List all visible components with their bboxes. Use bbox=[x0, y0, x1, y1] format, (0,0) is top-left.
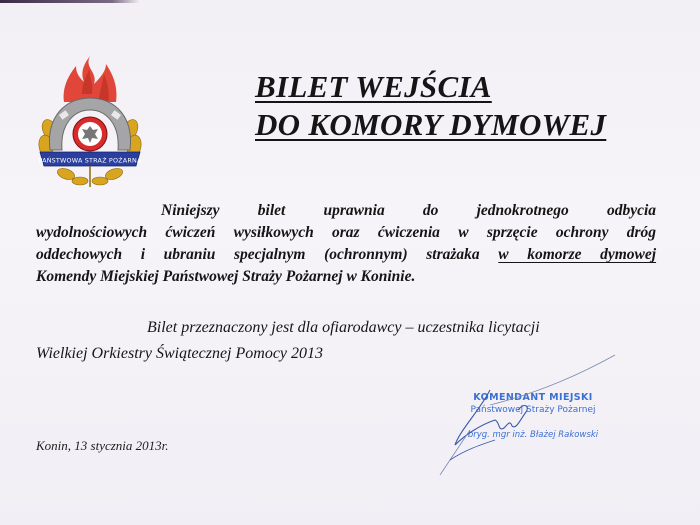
title-line-1: BILET WEJŚCIA bbox=[255, 69, 492, 104]
stamp-title: KOMENDANT MIEJSKI bbox=[473, 392, 593, 403]
svg-text:PAŃSTWOWA STRAŻ POŻARNA: PAŃSTWOWA STRAŻ POŻARNA bbox=[38, 156, 142, 165]
photo-edge-shadow bbox=[0, 0, 140, 3]
body-line-4: Komendy Miejskiej Państwowej Straży Pożarnej w Koninie. bbox=[36, 268, 416, 285]
fire-service-emblem-icon bbox=[36, 54, 144, 188]
note-line-1: Bilet przeznaczony jest dla ofiarodawcy – uczestnika licytacji bbox=[147, 319, 540, 336]
body-line-1: Niniejszy bilet uprawnia do jednokrotnego odbycia bbox=[161, 202, 657, 219]
underlined-phrase: w komorze dymowej bbox=[498, 246, 657, 263]
place-and-date: Konin, 13 stycznia 2013r. bbox=[36, 438, 169, 453]
stamp-institution: Państwowej Straży Pożarnej bbox=[470, 405, 596, 415]
document-title bbox=[255, 68, 606, 144]
body-line-2: wydolnościowych ćwiczeń wysiłkowych oraz ćwiczenia w sprzęcie ochrony dróg bbox=[36, 224, 657, 241]
official-stamp bbox=[448, 392, 618, 441]
body-line-3: oddechowych i ubraniu specjalnym (ochronnym) strażaka w komorze dymowej bbox=[36, 246, 657, 263]
note-line-2: Wielkiej Orkiestry Świątecznej Pomocy 2013 bbox=[36, 345, 324, 362]
title-line-2: DO KOMORY DYMOWEJ bbox=[255, 107, 607, 142]
stamp-signatory: bryg. mgr inż. Błażej Rakowski bbox=[467, 430, 599, 440]
body-paragraph bbox=[36, 200, 656, 288]
